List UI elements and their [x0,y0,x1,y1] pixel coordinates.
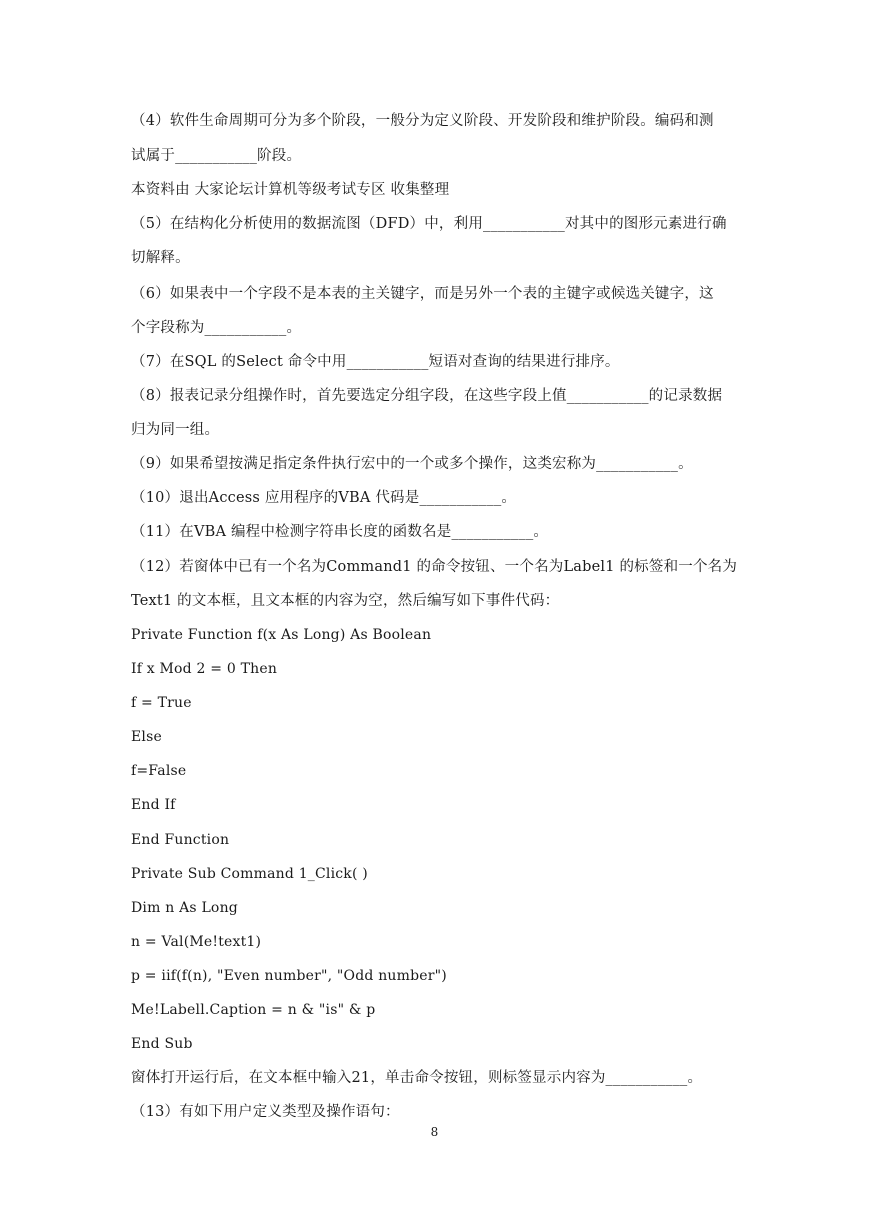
question-6-line-1: （6）如果表中一个字段不是本表的主关键字，而是另外一个表的主键字或候选关键字，这 [131,286,714,302]
question-10: （10）退出Access 应用程序的VBA 代码是___________。 [131,490,517,506]
code-line: Private Function f(x As Long) As Boolean [131,627,432,643]
question-5-line-2: 切解释。 [131,250,190,266]
code-line: End Sub [131,1036,193,1052]
code-line: n = Val(Me!text1) [131,934,262,950]
question-4-line-1: （4）软件生命周期可分为多个阶段，一般分为定义阶段、开发阶段和维护阶段。编码和测 [131,113,714,129]
code-line: If x Mod 2 = 0 Then [131,661,278,677]
code-line: Private Sub Command 1_Click( ) [131,866,368,882]
question-13: （13）有如下用户定义类型及操作语句： [131,1104,400,1120]
code-line: Me!Labell.Caption = n & "is" & p [131,1002,376,1018]
question-7: （7）在SQL 的Select 命令中用___________短语对查询的结果进行排序。 [131,354,620,370]
question-5-line-1: （5）在结构化分析使用的数据流图（DFD）中，利用___________对其中的图形元素进行确 [131,216,727,232]
source-note: 本资料由 大家论坛计算机等级考试专区 收集整理 [131,182,450,198]
question-6-line-2: 个字段称为___________。 [131,320,302,336]
code-line: End Function [131,832,230,848]
question-12-prompt: 窗体打开运行后，在文本框中输入21，单击命令按钮，则标签显示内容为___________。 [131,1070,703,1086]
question-8-line-2: 归为同一组。 [131,422,220,438]
question-8-line-1: （8）报表记录分组操作时，首先要选定分组字段，在这些字段上值___________的记录数据 [131,388,723,404]
code-line: Dim n As Long [131,900,238,916]
question-11: （11）在VBA 编程中检测字符串长度的函数名是___________。 [131,524,549,540]
code-line: Else [131,729,162,745]
question-9: （9）如果希望按满足指定条件执行宏中的一个或多个操作，这类宏称为___________。 [131,456,693,472]
question-12-line-2: Text1 的文本框，且文本框的内容为空，然后编写如下事件代码： [131,593,560,609]
question-4-line-2: 试属于___________阶段。 [131,148,302,164]
question-12-line-1: （12）若窗体中已有一个名为Command1 的命令按钮、一个名为Label1 的标签和一个名为 [131,559,738,575]
code-line: p = iif(f(n), "Even number", "Odd number") [131,968,447,984]
code-line: f=False [131,763,187,779]
code-line: f = True [131,695,192,711]
code-line: End If [131,797,176,813]
page-number: 8 [430,1125,439,1139]
